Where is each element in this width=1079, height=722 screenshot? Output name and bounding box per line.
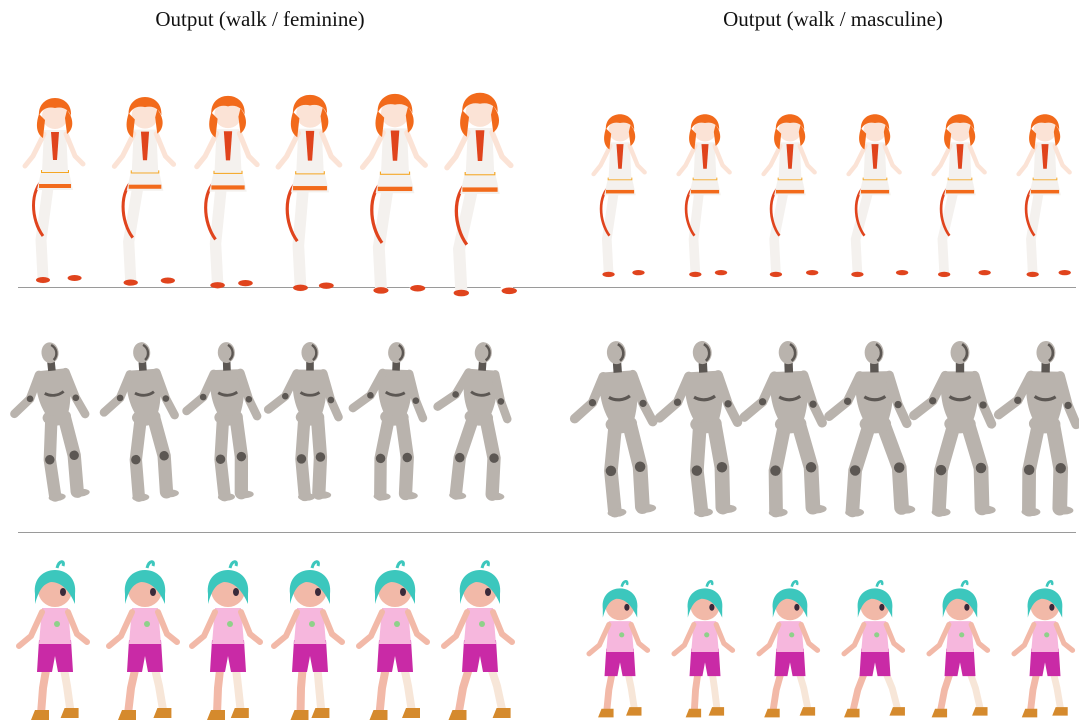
anime-girl-feminine-frame xyxy=(447,93,517,296)
cartoon-girl-feminine-frame xyxy=(274,562,342,720)
cartoon-girl-feminine-frame xyxy=(444,562,512,720)
anime-girl-masculine-frame xyxy=(1019,114,1071,277)
cartoon-girl-masculine-frame xyxy=(759,581,817,717)
anime-girl-masculine-frame xyxy=(594,114,645,277)
anime-girl-feminine-frame xyxy=(363,94,426,294)
mannequin-masculine-frame xyxy=(656,339,743,518)
anime-girl-feminine-frame xyxy=(278,95,339,291)
mannequin-feminine-frame xyxy=(7,339,93,504)
cartoon-girl-masculine-frame xyxy=(1014,581,1072,717)
anime-girl-masculine-frame xyxy=(679,114,730,277)
column-title-masculine: Output (walk / masculine) xyxy=(723,7,943,31)
cartoon-girl-feminine-frame xyxy=(109,562,177,720)
anime-girl-masculine-frame xyxy=(849,114,909,277)
anime-girl-feminine-frame xyxy=(197,96,257,288)
anime-girl-masculine-frame xyxy=(934,114,991,277)
cartoon-girl-feminine-frame xyxy=(192,562,260,720)
cartoon-girl-feminine-frame xyxy=(19,562,87,720)
cartoon-girl-masculine-frame xyxy=(844,581,905,717)
mannequin-masculine-frame xyxy=(997,340,1078,517)
anime-girl-feminine-frame xyxy=(25,98,83,283)
mannequin-masculine-frame xyxy=(742,340,827,518)
mannequin-feminine-frame xyxy=(184,341,260,502)
mannequin-feminine-frame xyxy=(268,342,338,501)
cartoon-girl-masculine-frame xyxy=(929,581,987,717)
mannequin-feminine-frame xyxy=(350,341,426,502)
mannequin-feminine-frame xyxy=(99,340,180,503)
column-title-feminine: Output (walk / feminine) xyxy=(155,7,365,31)
mannequin-masculine-frame xyxy=(914,341,996,516)
anime-girl-feminine-frame xyxy=(114,97,175,286)
cartoon-girl-feminine-frame xyxy=(359,562,427,720)
mannequin-masculine-frame xyxy=(569,339,659,519)
mannequin-masculine-frame xyxy=(828,340,916,517)
mannequin-feminine-frame xyxy=(431,339,515,502)
cartoon-girl-masculine-frame xyxy=(674,581,732,717)
cartoon-girl-masculine-frame xyxy=(589,581,647,717)
anime-girl-masculine-frame xyxy=(764,114,819,277)
